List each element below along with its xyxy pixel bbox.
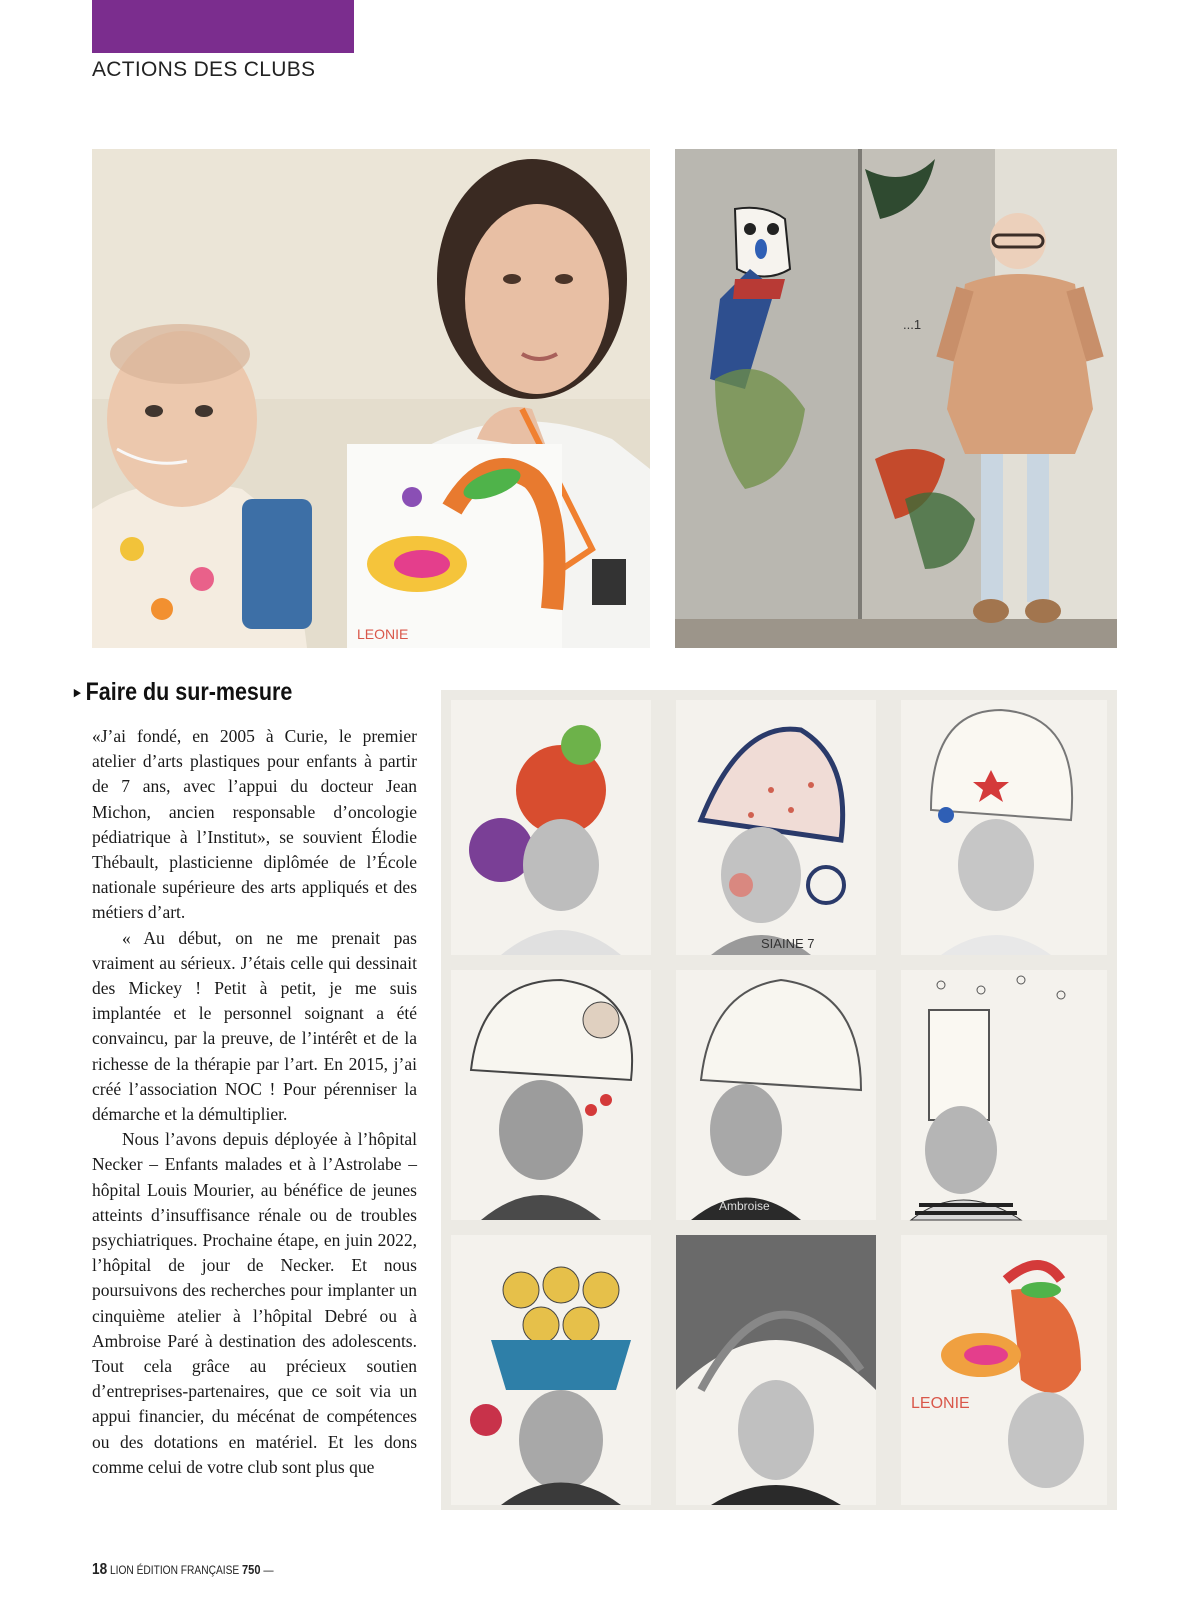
portrait-signature-1: SIAINE 7 bbox=[761, 936, 815, 951]
drawing-signature: LEONIE bbox=[357, 626, 409, 642]
door-inscription: ...1 bbox=[903, 317, 922, 332]
heading-text: Faire du sur-mesure bbox=[85, 678, 293, 706]
portrait-1-3 bbox=[901, 700, 1107, 955]
photo-child-and-artist bbox=[92, 149, 650, 648]
section-color-bar bbox=[92, 0, 354, 53]
page-footer bbox=[92, 1561, 274, 1579]
footer-dash: — bbox=[260, 1563, 274, 1577]
photo-portrait-grid bbox=[441, 690, 1117, 1510]
portrait-2-3 bbox=[901, 970, 1107, 1220]
paragraph-1: «J’ai fondé, en 2005 à Curie, le premier atelier d’arts plastiques pour enfants à partir de 7 ans, avec l’appui du docteur Jean Michon, ancien responsable d’oncologie pédiatrique à l’Institut», se souvient Élodie Thébault, plasticienne diplômée de l’École nationale supérieure des arts appliqués et des métiers d’art. bbox=[92, 726, 417, 923]
article-body bbox=[92, 724, 417, 1480]
heading-arrow-icon: ▸ bbox=[74, 684, 81, 701]
issue-number: 750 bbox=[242, 1562, 261, 1577]
portrait-2-2 bbox=[676, 970, 876, 1220]
portrait-1-2 bbox=[676, 700, 876, 955]
section-label: ACTIONS DES CLUBS bbox=[92, 58, 316, 81]
portrait-1-1 bbox=[451, 700, 651, 955]
photo-girl-elevator bbox=[675, 149, 1117, 648]
portrait-3-2 bbox=[676, 1235, 876, 1505]
paragraph-3: Nous l’avons depuis déployée à l’hôpital Necker – Enfants malades et à l’Astrolabe – hôpital Louis Mourier, au bénéfice de jeunes atteints d’insuffisance rénale ou de troubles psychiatriques. Prochaine étape, en juin 2022, l’hôpital de jour de Necker. Et nous poursuivons des recherches pour implanter un cinquième atelier à l’hôpital Debré ou à Ambroise Paré à destination des adolescents. Tout cela grâce au précieux soutien d’entreprises-partenaires, que ce soit via un appui financier, du mécénat de compétences ou des dotations en matériel. Et les dons comme celui de votre club sont plus que bbox=[92, 1129, 417, 1477]
portrait-2-1 bbox=[451, 970, 651, 1220]
page-number: 18 bbox=[92, 1561, 108, 1578]
portrait-signature-3: LEONIE bbox=[911, 1395, 970, 1412]
article-heading bbox=[74, 678, 292, 707]
portrait-3-1 bbox=[451, 1235, 651, 1505]
portrait-signature-2: Ambroise bbox=[719, 1199, 770, 1213]
paragraph-2: « Au début, on ne me prenait pas vraiment au sérieux. J’étais celle qui dessinait des Mickey ! Petit à petit, je me suis implantée et le personnel soignant a été convaincu, par la preuve, de l’intérêt et de la richesse de la thérapie par l’art. En 2015, j’ai créé l’association NOC ! Pour pérenniser la démarche et la démultiplier. bbox=[92, 927, 417, 1125]
publication-name: LION ÉDITION FRANÇAISE bbox=[109, 1563, 240, 1577]
portrait-3-3 bbox=[901, 1235, 1107, 1505]
